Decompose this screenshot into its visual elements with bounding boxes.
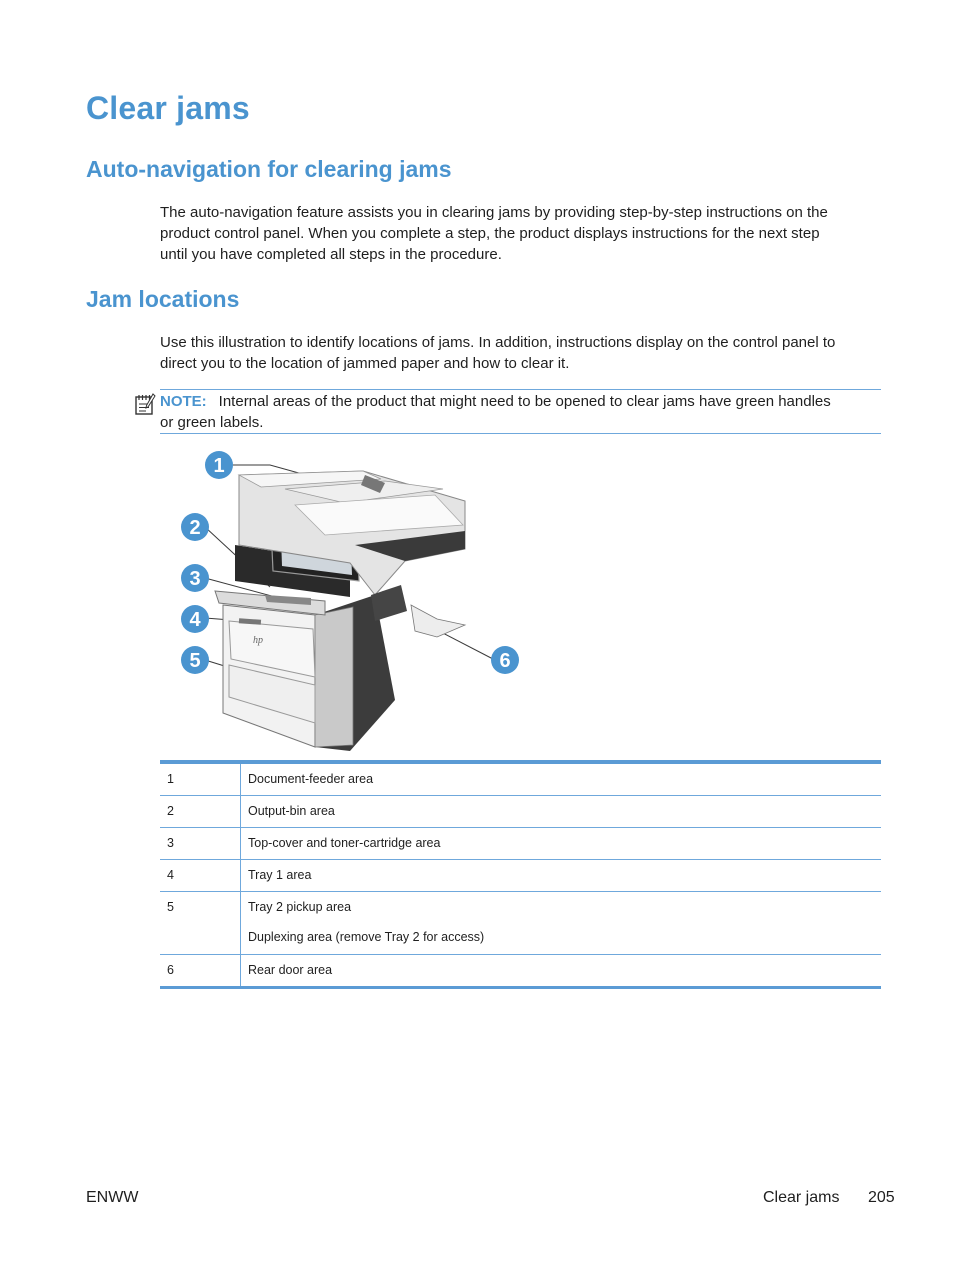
section-heading-auto-navigation: Auto-navigation for clearing jams — [86, 156, 452, 182]
table-row — [160, 892, 881, 955]
paragraph-line: product control panel. When you complete a step, the product displays instructions for the next step — [160, 225, 820, 242]
jam-locations-table — [160, 760, 881, 989]
table-row — [160, 796, 881, 828]
callout-number-3: 3 — [189, 568, 201, 590]
callout-badge-4 — [181, 605, 209, 633]
note-text-line: Internal areas of the product that might need to be opened to clear jams have green handles — [218, 393, 831, 410]
note-label: NOTE: — [160, 393, 207, 410]
callout-number-2: 2 — [189, 517, 201, 539]
paragraph-line: until you have completed all steps in the procedure. — [160, 246, 502, 263]
printer-body — [215, 471, 465, 751]
callout-badge-6 — [491, 646, 519, 674]
row-description: Tray 1 area — [248, 868, 312, 882]
footer-section: Clear jams — [763, 1189, 840, 1206]
callout-badge-1 — [205, 451, 233, 479]
paragraph-line: direct you to the location of jammed paper and how to clear it. — [160, 355, 570, 372]
callout-number-6: 6 — [499, 650, 511, 672]
printer-illustration — [175, 445, 535, 760]
row-description: Tray 2 pickup area — [248, 900, 352, 914]
note-box — [160, 389, 881, 434]
row-description: Output-bin area — [248, 804, 335, 818]
callout-badge-2 — [181, 513, 209, 541]
footer-left: ENWW — [86, 1189, 139, 1206]
printer-brand-logo: hp — [253, 635, 263, 646]
callout-number-1: 1 — [213, 455, 225, 477]
row-number: 5 — [167, 900, 174, 914]
note-text-line: or green labels. — [160, 414, 264, 431]
paragraph-line: Use this illustration to identify locations of jams. In addition, instructions display on the control panel to — [160, 334, 836, 351]
row-number: 1 — [167, 772, 174, 786]
row-number: 3 — [167, 836, 174, 850]
callout-number-5: 5 — [189, 650, 201, 672]
section-heading-jam-locations: Jam locations — [86, 286, 240, 312]
row-number: 2 — [167, 804, 174, 818]
table-row — [160, 762, 881, 796]
table-row — [160, 860, 881, 892]
row-number: 6 — [167, 963, 174, 977]
table-row — [160, 828, 881, 860]
paragraph-line: The auto-navigation feature assists you in clearing jams by providing step-by-step instructions on the — [160, 204, 828, 221]
row-description: Duplexing area (remove Tray 2 for access) — [248, 930, 485, 944]
jam-locations-paragraph — [160, 332, 875, 374]
note-icon — [134, 392, 156, 416]
callout-badge-3 — [181, 564, 209, 592]
callout-number-4: 4 — [189, 609, 201, 631]
row-description: Rear door area — [248, 963, 333, 977]
auto-navigation-paragraph — [160, 202, 875, 265]
row-description: Document-feeder area — [248, 772, 374, 786]
row-number: 4 — [167, 868, 174, 882]
leader-line-6 — [437, 630, 493, 659]
page-title: Clear jams — [86, 90, 250, 126]
page-number: 205 — [868, 1189, 895, 1206]
table-row — [160, 955, 881, 988]
row-description: Top-cover and toner-cartridge area — [248, 836, 441, 850]
callout-badge-5 — [181, 646, 209, 674]
